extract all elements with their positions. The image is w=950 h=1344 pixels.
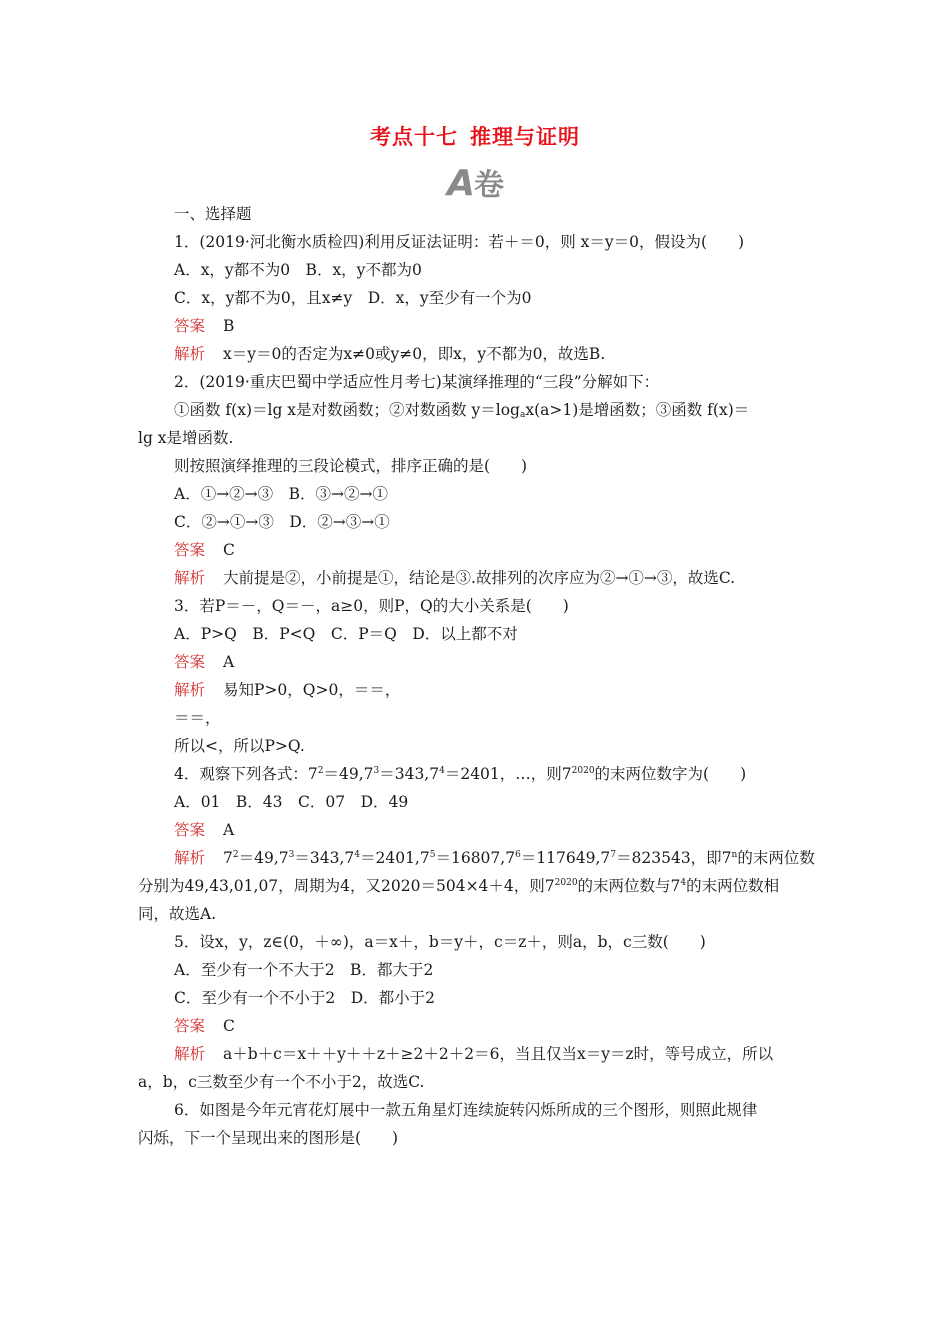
answer-label: 答案 [174, 821, 206, 839]
q4-an-f: ＝117649,7 [520, 849, 611, 867]
q4-answer [174, 820, 234, 840]
answer-value: C [223, 1017, 235, 1035]
q4-options: A．01 B．43 C．07 D．49 [174, 793, 409, 811]
q1-options-ab: A．x，y都不为0 B．x，y不都为0 [174, 261, 422, 279]
answer-label: 答案 [174, 317, 206, 335]
q5-analysis-line2: a，b，c三数至少有一个不小于2，故选C. [138, 1073, 425, 1091]
volume-letter: A [447, 163, 474, 204]
title-topic: 考点十七 [370, 125, 458, 149]
answer-label: 答案 [174, 541, 206, 559]
q5-options-ab: A．至少有一个不大于2 B．都大于2 [174, 961, 434, 979]
exponent: 2 [317, 766, 324, 776]
exponent: 4 [354, 850, 360, 860]
section-heading: 一、选择题 [174, 205, 252, 223]
q2-premises-a: ①函数 f(x)＝lg x是对数函数；②对数函数 y＝log [174, 401, 520, 419]
volume-char: 卷 [473, 168, 503, 203]
q2-analysis [174, 568, 735, 588]
title-subject: 推理与证明 [470, 125, 580, 149]
analysis-text: 易知P>0，Q>0，＝＝， [223, 681, 401, 699]
q3-stem: 3．若P＝－，Q＝－，a≥0，则P，Q的大小关系是( ) [174, 597, 569, 615]
answer-value: B [223, 317, 235, 335]
q2-premises [174, 400, 749, 420]
analysis-label: 解析 [174, 1045, 206, 1063]
q2-premises-cont: lg x是增函数. [138, 429, 234, 447]
q3-analysis-line3: 所以<，所以P>Q. [174, 737, 305, 755]
q4-stem [174, 764, 746, 784]
q5-options-cd: C．至少有一个不小于2 D．都小于2 [174, 989, 436, 1007]
exponent: 2020 [554, 878, 578, 888]
analysis-label: 解析 [174, 345, 206, 363]
answer-label: 答案 [174, 653, 206, 671]
exponent: 3 [288, 850, 295, 860]
q2-question: 则按照演绎推理的三段论模式，排序正确的是( ) [174, 457, 528, 475]
answer-value: A [223, 653, 235, 671]
q6-stem: 6．如图是今年元宵花灯展中一款五角星灯连续旋转闪烁所成的三个图形，则照此规律 [174, 1101, 758, 1119]
q5-answer [174, 1016, 235, 1036]
q4-an-b: ＝49,7 [238, 849, 289, 867]
q4-an-g: ＝823543，即7 [616, 849, 732, 867]
exponent: 4 [439, 766, 445, 776]
q4-an-e: ＝16807,7 [435, 849, 516, 867]
q5-analysis [174, 1044, 773, 1064]
analysis-text: 大前提是②，小前提是①，结论是③.故排列的次序应为②→①→③，故选C. [223, 569, 736, 587]
answer-label: 答案 [174, 1017, 206, 1035]
analysis-label: 解析 [174, 681, 206, 699]
exponent: 4 [680, 878, 687, 888]
volume-label [0, 160, 950, 204]
analysis-label: 解析 [174, 849, 206, 867]
q2-log-base: a [519, 410, 526, 420]
q2-premises-b: x(a>1)是增函数；③函数 f(x)＝ [525, 401, 750, 419]
exponent: 2 [232, 850, 239, 860]
q4-an-d: ＝2401,7 [359, 849, 430, 867]
q4-stem-c: ＝343,7 [379, 765, 440, 783]
q4-stem-b: ＝49,7 [323, 765, 374, 783]
exponent: 5 [429, 850, 436, 860]
q4-an-c: ＝343,7 [294, 849, 355, 867]
q2-answer [174, 540, 235, 560]
q1-analysis [174, 344, 605, 364]
q3-answer [174, 652, 234, 672]
exponent: n [731, 850, 738, 860]
q3-options: A．P>Q B．P<Q C．P＝Q D．以上都不对 [174, 625, 518, 643]
q4-l2-a: 分别为49,43,01,07，周期为4，又2020＝504×4＋4，则7 [138, 877, 555, 895]
q4-l2-b: 的末两位数与7 [577, 877, 681, 895]
q5-stem: 5．设x，y，z∈(0，＋∞)，a＝x＋，b＝y＋，c＝z＋，则a，b，c三数( ) [174, 933, 706, 951]
exponent: 7 [610, 850, 617, 860]
exponent: 2020 [571, 766, 595, 776]
q4-an-a: 7 [223, 849, 233, 867]
q2-stem: 2．(2019·重庆巴蜀中学适应性月考七)某演绎推理的“三段”分解如下： [174, 373, 660, 391]
q2-options-cd: C．②→①→③ D．②→③→① [174, 513, 390, 531]
analysis-label: 解析 [174, 569, 206, 587]
q1-options-cd: C．x，y都不为0，且x≠y D．x，y至少有一个为0 [174, 289, 532, 307]
q4-l2-c: 的末两位数相 [686, 877, 780, 895]
exponent: 3 [373, 766, 380, 776]
q4-analysis-line3: 同，故选A. [138, 905, 217, 923]
q2-options-ab: A．①→②→③ B．③→②→① [174, 485, 389, 503]
q3-analysis [174, 680, 400, 700]
analysis-text: x＝y＝0的否定为x≠0或y≠0，即x，y不都为0，故选B. [223, 345, 606, 363]
q1-answer [174, 316, 234, 336]
q4-analysis-line2 [138, 876, 779, 896]
exponent: 6 [515, 850, 521, 860]
page-title [0, 121, 950, 151]
analysis-text: a＋b＋c＝x＋＋y＋＋z＋≥2＋2＋2＝6，当且仅当x＝y＝z时，等号成立，所以 [223, 1045, 774, 1063]
q4-stem-a: 4．观察下列各式：7 [174, 765, 318, 783]
q3-analysis-line2: ＝＝， [174, 709, 221, 727]
q4-stem-d: ＝2401，…，则7 [444, 765, 572, 783]
q4-analysis [174, 848, 815, 868]
q6-stem-line2: 闪烁，下一个呈现出来的图形是( ) [138, 1129, 399, 1147]
q4-stem-e: 的末两位数字为( ) [594, 765, 747, 783]
answer-value: C [223, 541, 235, 559]
q1-stem: 1．(2019·河北衡水质检四)利用反证法证明：若＋＝0，则 x＝y＝0，假设为( ) [174, 233, 745, 251]
q4-an-h: 的末两位数 [737, 849, 815, 867]
answer-value: A [223, 821, 235, 839]
